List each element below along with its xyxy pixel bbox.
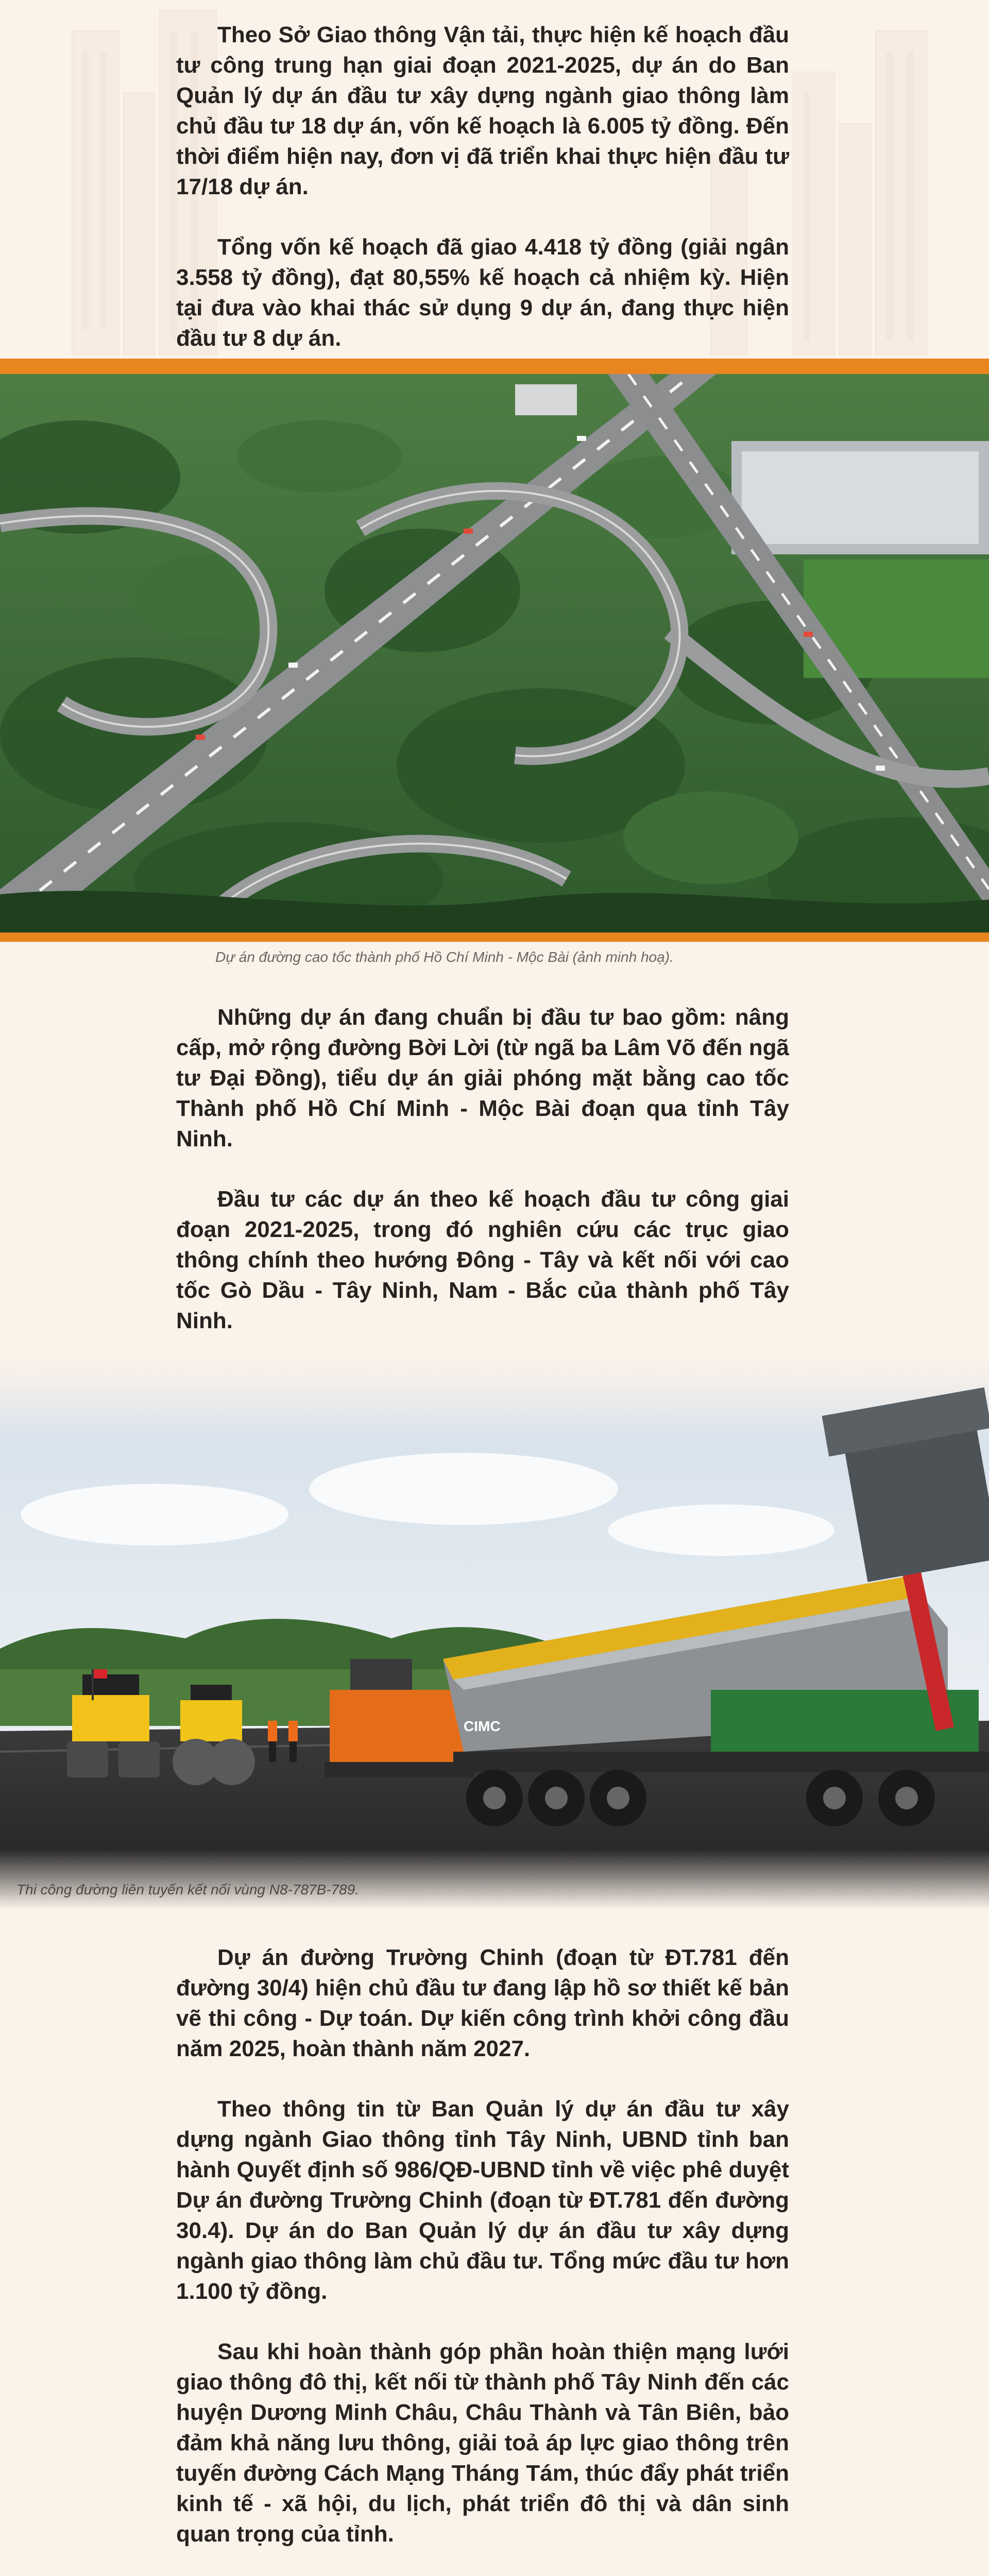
highway-interchange-illustration <box>0 374 989 933</box>
photo-1-caption: Dự án đường cao tốc thành phố Hồ Chí Minh - Mộc Bài (ảnh minh hoạ). <box>215 949 674 965</box>
road-paving-illustration <box>0 1360 989 1909</box>
truck-brand-label: CIMC <box>464 1718 501 1734</box>
section-3-text <box>176 1942 789 2576</box>
paragraph: Theo thông tin từ Ban Quản lý dự án đầu tư xây dựng ngành Giao thông tỉnh Tây Ninh, UBND tỉnh ban hành Quyết định số 986/QĐ-UBND tỉnh về việc phê duyệt Dự án đường Trường Chinh (đoạn từ ĐT.781 đến đường 30.4). Dự án do Ban Quản lý dự án đầu tư xây dựng ngành giao thông làm chủ đầu tư. Tổng mức đầu tư hơn 1.100 tỷ đồng. <box>176 2096 789 2304</box>
paragraph: Sau khi hoàn thành góp phần hoàn thiện mạng lưới giao thông đô thị, kết nối từ thành phố Tây Ninh đến các huyện Dương Minh Châu, Châu Thành và Tân Biên, bảo đảm khả năng lưu thông, giải toả áp lực giao thông trên tuyến đường Cách Mạng Tháng Tám, thúc đẩy phát triển kinh tế - xã hội, du lịch, phát triển đô thị và dân sinh quan trọng của tỉnh. <box>176 2339 789 2547</box>
paragraph: Đầu tư các dự án theo kế hoạch đầu tư công giai đoạn 2021-2025, trong đó nghiên cứu các trục giao thông chính theo hướng Đông - Tây và kết nối với cao tốc Gò Dầu - Tây Ninh, Nam - Bắc của thành phố Tây Ninh. <box>176 1187 789 1333</box>
paragraph: Theo Sở Giao thông Vận tải, thực hiện kế hoạch đầu tư công trung hạn giai đoạn 2021-2025, dự án do Ban Quản lý dự án đầu tư xây dựng ngành giao thông làm chủ đầu tư 18 dự án, vốn kế hoạch là 6.005 tỷ đồng. Đến thời điểm hiện nay, đơn vị đã triển khai thực hiện đầu tư 17/18 dự án. <box>176 22 789 199</box>
paragraph: Những dự án đang chuẩn bị đầu tư bao gồm: nâng cấp, mở rộng đường Bời Lời (từ ngã ba Lâm Võ đến ngã tư Đại Đồng), tiểu dự án giải phóng mặt bằng cao tốc Thành phố Hồ Chí Minh - Mộc Bài đoạn qua tỉnh Tây Ninh. <box>176 1005 789 1151</box>
orange-divider-bottom <box>0 933 989 942</box>
highway-interchange-photo <box>0 374 989 933</box>
paragraph: Dự án đường Trường Chinh (đoạn từ ĐT.781 đến đường 30/4) hiện chủ đầu tư đang lập hồ sơ thiết kế bản vẽ thi công - Dự toán. Dự kiến công trình khởi công đầu năm 2025, hoàn thành năm 2027. <box>176 1945 789 2061</box>
paragraph: Tổng vốn kế hoạch đã giao 4.418 tỷ đồng (giải ngân 3.558 tỷ đồng), đạt 80,55% kế hoạch cả nhiệm kỳ. Hiện tại đưa vào khai thác sử dụng 9 dự án, đang thực hiện đầu tư 8 dự án. <box>176 234 789 351</box>
section-1-text <box>176 20 789 383</box>
orange-divider-top <box>0 359 989 374</box>
photo-2-caption: Thi công đường liên tuyến kết nối vùng N8-787B-789. <box>16 1882 360 1897</box>
section-2-text <box>176 1002 789 1366</box>
road-paving-photo <box>0 1360 989 1909</box>
